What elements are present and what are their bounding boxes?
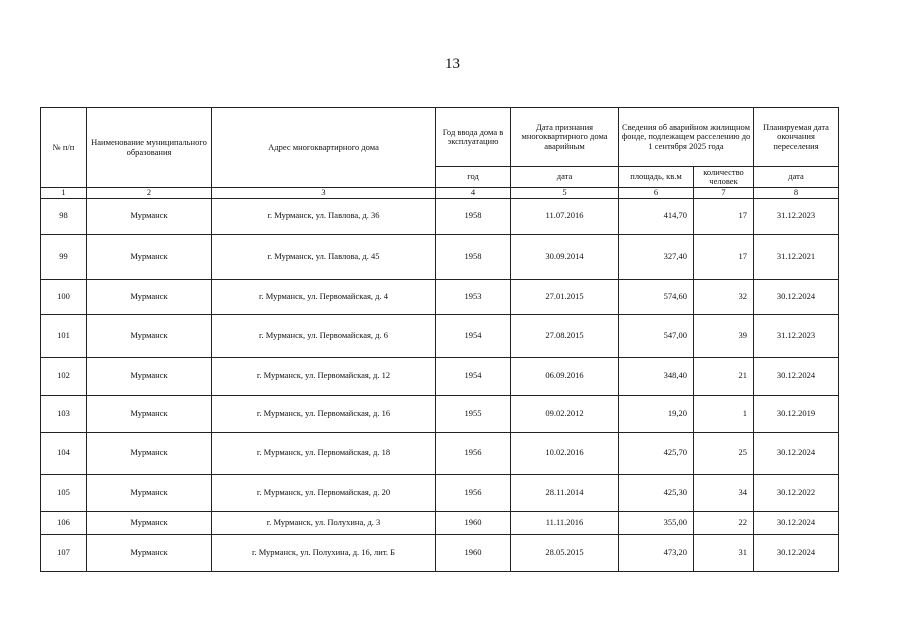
cell-address: г. Мурманск, ул. Первомайская, д. 16	[212, 395, 436, 432]
table-row	[41, 198, 839, 234]
cell-planned: 30.12.2024	[754, 357, 839, 395]
table-row	[41, 314, 839, 357]
cell-address: г. Мурманск, ул. Первомайская, д. 12	[212, 357, 436, 395]
cell-year: 1956	[436, 432, 511, 474]
cell-num: 106	[41, 511, 87, 534]
cell-municipality: Мурманск	[87, 357, 212, 395]
cell-date: 30.09.2014	[511, 234, 619, 279]
cell-municipality: Мурманск	[87, 534, 212, 571]
cell-date: 10.02.2016	[511, 432, 619, 474]
table-body	[41, 198, 839, 571]
header-address: Адрес многоквартирного дома	[212, 108, 436, 188]
column-number: 2	[87, 188, 212, 199]
cell-year: 1955	[436, 395, 511, 432]
table-row	[41, 474, 839, 511]
cell-year: 1953	[436, 279, 511, 314]
cell-municipality: Мурманск	[87, 395, 212, 432]
cell-planned: 31.12.2021	[754, 234, 839, 279]
cell-address: г. Мурманск, ул. Первомайская, д. 6	[212, 314, 436, 357]
cell-people: 17	[694, 234, 754, 279]
cell-municipality: Мурманск	[87, 234, 212, 279]
cell-planned: 31.12.2023	[754, 198, 839, 234]
cell-people: 1	[694, 395, 754, 432]
cell-area: 425,70	[619, 432, 694, 474]
cell-date: 11.07.2016	[511, 198, 619, 234]
cell-date: 27.01.2015	[511, 279, 619, 314]
cell-date: 09.02.2012	[511, 395, 619, 432]
column-number: 7	[694, 188, 754, 199]
cell-planned: 30.12.2024	[754, 432, 839, 474]
cell-people: 21	[694, 357, 754, 395]
subheader-planned: дата	[754, 167, 839, 188]
cell-address: г. Мурманск, ул. Первомайская, д. 18	[212, 432, 436, 474]
table-row	[41, 234, 839, 279]
cell-people: 22	[694, 511, 754, 534]
cell-year: 1956	[436, 474, 511, 511]
cell-num: 104	[41, 432, 87, 474]
cell-area: 574,60	[619, 279, 694, 314]
cell-num: 101	[41, 314, 87, 357]
header-planned-end: Планируемая дата окончания переселения	[754, 108, 839, 167]
cell-people: 17	[694, 198, 754, 234]
table-row	[41, 357, 839, 395]
cell-year: 1954	[436, 314, 511, 357]
cell-num: 102	[41, 357, 87, 395]
subheader-date: дата	[511, 167, 619, 188]
column-number: 8	[754, 188, 839, 199]
cell-num: 103	[41, 395, 87, 432]
cell-area: 473,20	[619, 534, 694, 571]
subheader-year: год	[436, 167, 511, 188]
cell-planned: 30.12.2019	[754, 395, 839, 432]
cell-planned: 30.12.2024	[754, 534, 839, 571]
cell-planned: 30.12.2022	[754, 474, 839, 511]
cell-area: 19,20	[619, 395, 694, 432]
cell-year: 1958	[436, 198, 511, 234]
cell-year: 1960	[436, 534, 511, 571]
cell-area: 425,30	[619, 474, 694, 511]
cell-people: 32	[694, 279, 754, 314]
cell-municipality: Мурманск	[87, 314, 212, 357]
column-number: 1	[41, 188, 87, 199]
table-row	[41, 395, 839, 432]
cell-people: 25	[694, 432, 754, 474]
subheader-area: площадь, кв.м	[619, 167, 694, 188]
cell-area: 547,00	[619, 314, 694, 357]
cell-date: 06.09.2016	[511, 357, 619, 395]
header-municipality: Наименование муниципального образования	[87, 108, 212, 188]
cell-address: г. Мурманск, ул. Павлова, д. 45	[212, 234, 436, 279]
cell-address: г. Мурманск, ул. Павлова, д. 36	[212, 198, 436, 234]
cell-municipality: Мурманск	[87, 279, 212, 314]
header-year-built: Год ввода дома в эксплуатацию	[436, 108, 511, 167]
column-number: 5	[511, 188, 619, 199]
cell-date: 27.08.2015	[511, 314, 619, 357]
cell-area: 355,00	[619, 511, 694, 534]
cell-people: 39	[694, 314, 754, 357]
cell-municipality: Мурманск	[87, 198, 212, 234]
subheader-people: количество человек	[694, 167, 754, 188]
cell-date: 11.11.2016	[511, 511, 619, 534]
cell-area: 414,70	[619, 198, 694, 234]
cell-address: г. Мурманск, ул. Полухина, д. 3	[212, 511, 436, 534]
cell-num: 98	[41, 198, 87, 234]
cell-area: 327,40	[619, 234, 694, 279]
cell-planned: 31.12.2023	[754, 314, 839, 357]
cell-people: 31	[694, 534, 754, 571]
cell-municipality: Мурманск	[87, 432, 212, 474]
header-emergency-info: Сведения об аварийном жилищном фонде, подлежащем расселению до 1 сентября 2025 года	[619, 108, 754, 167]
column-number: 3	[212, 188, 436, 199]
cell-municipality: Мурманск	[87, 474, 212, 511]
cell-address: г. Мурманск, ул. Первомайская, д. 20	[212, 474, 436, 511]
cell-area: 348,40	[619, 357, 694, 395]
cell-num: 100	[41, 279, 87, 314]
cell-date: 28.11.2014	[511, 474, 619, 511]
cell-num: 105	[41, 474, 87, 511]
cell-year: 1954	[436, 357, 511, 395]
cell-date: 28.05.2015	[511, 534, 619, 571]
header-num: № п/п	[41, 108, 87, 188]
cell-num: 107	[41, 534, 87, 571]
column-number: 6	[619, 188, 694, 199]
cell-address: г. Мурманск, ул. Первомайская, д. 4	[212, 279, 436, 314]
page-number: 13	[445, 56, 460, 72]
table-row	[41, 534, 839, 571]
column-number: 4	[436, 188, 511, 199]
cell-year: 1958	[436, 234, 511, 279]
emergency-housing-table	[40, 107, 839, 572]
table-row	[41, 279, 839, 314]
cell-planned: 30.12.2024	[754, 279, 839, 314]
cell-people: 34	[694, 474, 754, 511]
cell-planned: 30.12.2024	[754, 511, 839, 534]
table-row	[41, 432, 839, 474]
cell-address: г. Мурманск, ул. Полухина, д. 16, лит. Б	[212, 534, 436, 571]
cell-year: 1960	[436, 511, 511, 534]
cell-municipality: Мурманск	[87, 511, 212, 534]
cell-num: 99	[41, 234, 87, 279]
header-emergency-date: Дата признания многоквартирного дома аварийным	[511, 108, 619, 167]
table-row	[41, 511, 839, 534]
